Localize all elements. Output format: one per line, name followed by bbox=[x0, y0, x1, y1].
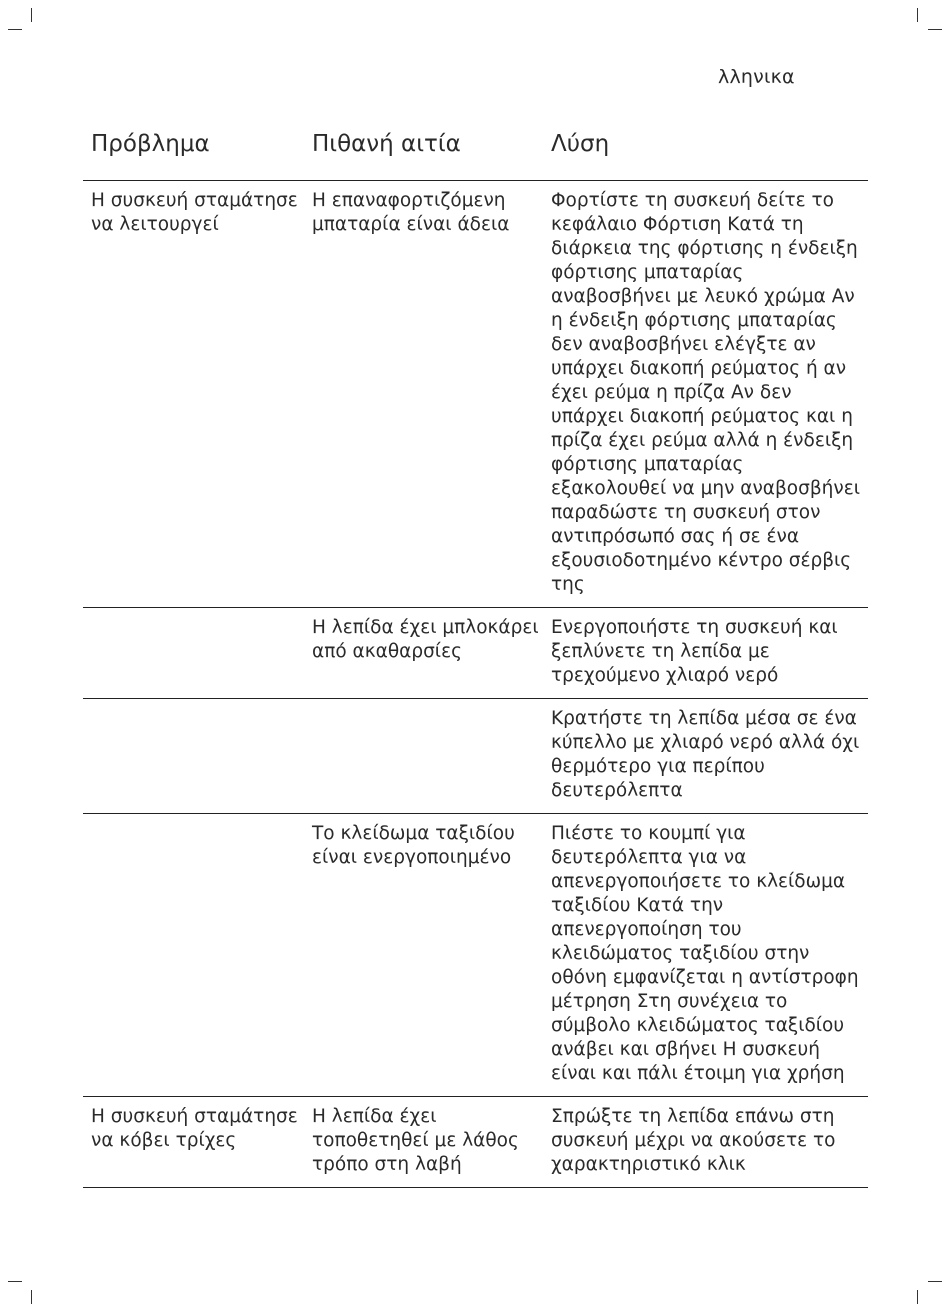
crop-mark bbox=[31, 1290, 32, 1304]
cause-cell: Η επαναφορτιζόμενη μπαταρία είναι άδεια bbox=[312, 190, 510, 235]
solution-cell: Ενεργοποιήστε τη συσκευή και ξεπλύνετε τη λεπίδα με τρεχούμενο χλιαρό νερό bbox=[551, 617, 838, 686]
solution-cell: Σπρώξτε τη λεπίδα επάνω στη συσκευή μέχρι να ακούσετε το χαρακτηριστικό κλικ bbox=[551, 1106, 836, 1175]
problem-cell: Η συσκευή σταμάτησε να λειτουργεί bbox=[91, 190, 298, 235]
table-row bbox=[83, 181, 868, 608]
cause-cell: Το κλείδωμα ταξιδίου είναι ενεργοποιημένο bbox=[312, 823, 515, 868]
table-row bbox=[83, 1097, 868, 1188]
problem-cell bbox=[83, 699, 304, 813]
table-header bbox=[83, 126, 868, 181]
crop-mark bbox=[8, 1281, 22, 1282]
solution-cell: Φορτίστε τη συσκευή δείτε το κεφάλαιο Φόρτιση Κατά τη διάρκεια της φόρτισης η ένδειξη φόρτισης μπαταρίας αναβοσβήνει με λευκό χρώμα Αν η ένδειξη φόρτισης μπαταρίας δεν αναβοσβήνει ελέγξτε αν υπάρχει διακοπή ρεύματος ή αν έχει ρεύμα η πρίζα Αν δεν υπάρχει διακοπή ρεύματος και η πρίζα έχει ρεύμα αλλά η ένδειξη φόρτισης μπαταρίας εξακολουθεί να μην αναβοσβήνει παραδώστε τη συσκευή στον αντιπρόσωπό σας ή σε ένα εξουσιοδοτημένο κέντρο σέρβις της bbox=[551, 190, 860, 595]
cause-cell bbox=[304, 699, 543, 813]
table-row bbox=[83, 608, 868, 699]
solution-cell: Πιέστε το κουμπί για δευτερόλεπτα για να απενεργοποιήσετε το κλείδωμα ταξιδίου Κατά την απενεργοποίηση του κλειδώματος ταξιδίου στην οθόνη εμφανίζεται η αντίστροφη μέτρηση Στη συνέχεια το σύμβολο κλειδώματος ταξιδίου ανάβει και σβήνει Η συσκευή είναι και πάλι έτοιμη για χρήση bbox=[551, 823, 859, 1084]
problem-cell bbox=[83, 608, 304, 698]
language-label: λληνικα bbox=[718, 66, 795, 88]
cause-cell: Η λεπίδα έχει τοποθετηθεί με λάθος τρόπο στη λαβή bbox=[312, 1106, 519, 1175]
crop-mark bbox=[917, 8, 918, 22]
column-header-cause: Πιθανή αιτία bbox=[312, 131, 461, 157]
crop-mark bbox=[928, 29, 942, 30]
crop-mark bbox=[928, 1281, 942, 1282]
problem-cell: Η συσκευή σταμάτησε να κόβει τρίχες bbox=[91, 1106, 298, 1151]
cause-cell: Η λεπίδα έχει μπλοκάρει από ακαθαρσίες bbox=[312, 617, 539, 662]
column-header-problem: Πρόβλημα bbox=[91, 131, 210, 157]
crop-mark bbox=[31, 8, 32, 22]
troubleshooting-table bbox=[83, 126, 868, 1188]
table-row bbox=[83, 814, 868, 1097]
crop-mark bbox=[917, 1290, 918, 1304]
table-row bbox=[83, 699, 868, 814]
problem-cell bbox=[83, 814, 304, 1096]
crop-mark bbox=[8, 29, 22, 30]
solution-cell: Κρατήστε τη λεπίδα μέσα σε ένα κύπελλο με χλιαρό νερό αλλά όχι θερμότερο για περίπου δευτερόλεπτα bbox=[551, 708, 860, 801]
column-header-solution: Λύση bbox=[551, 131, 610, 157]
